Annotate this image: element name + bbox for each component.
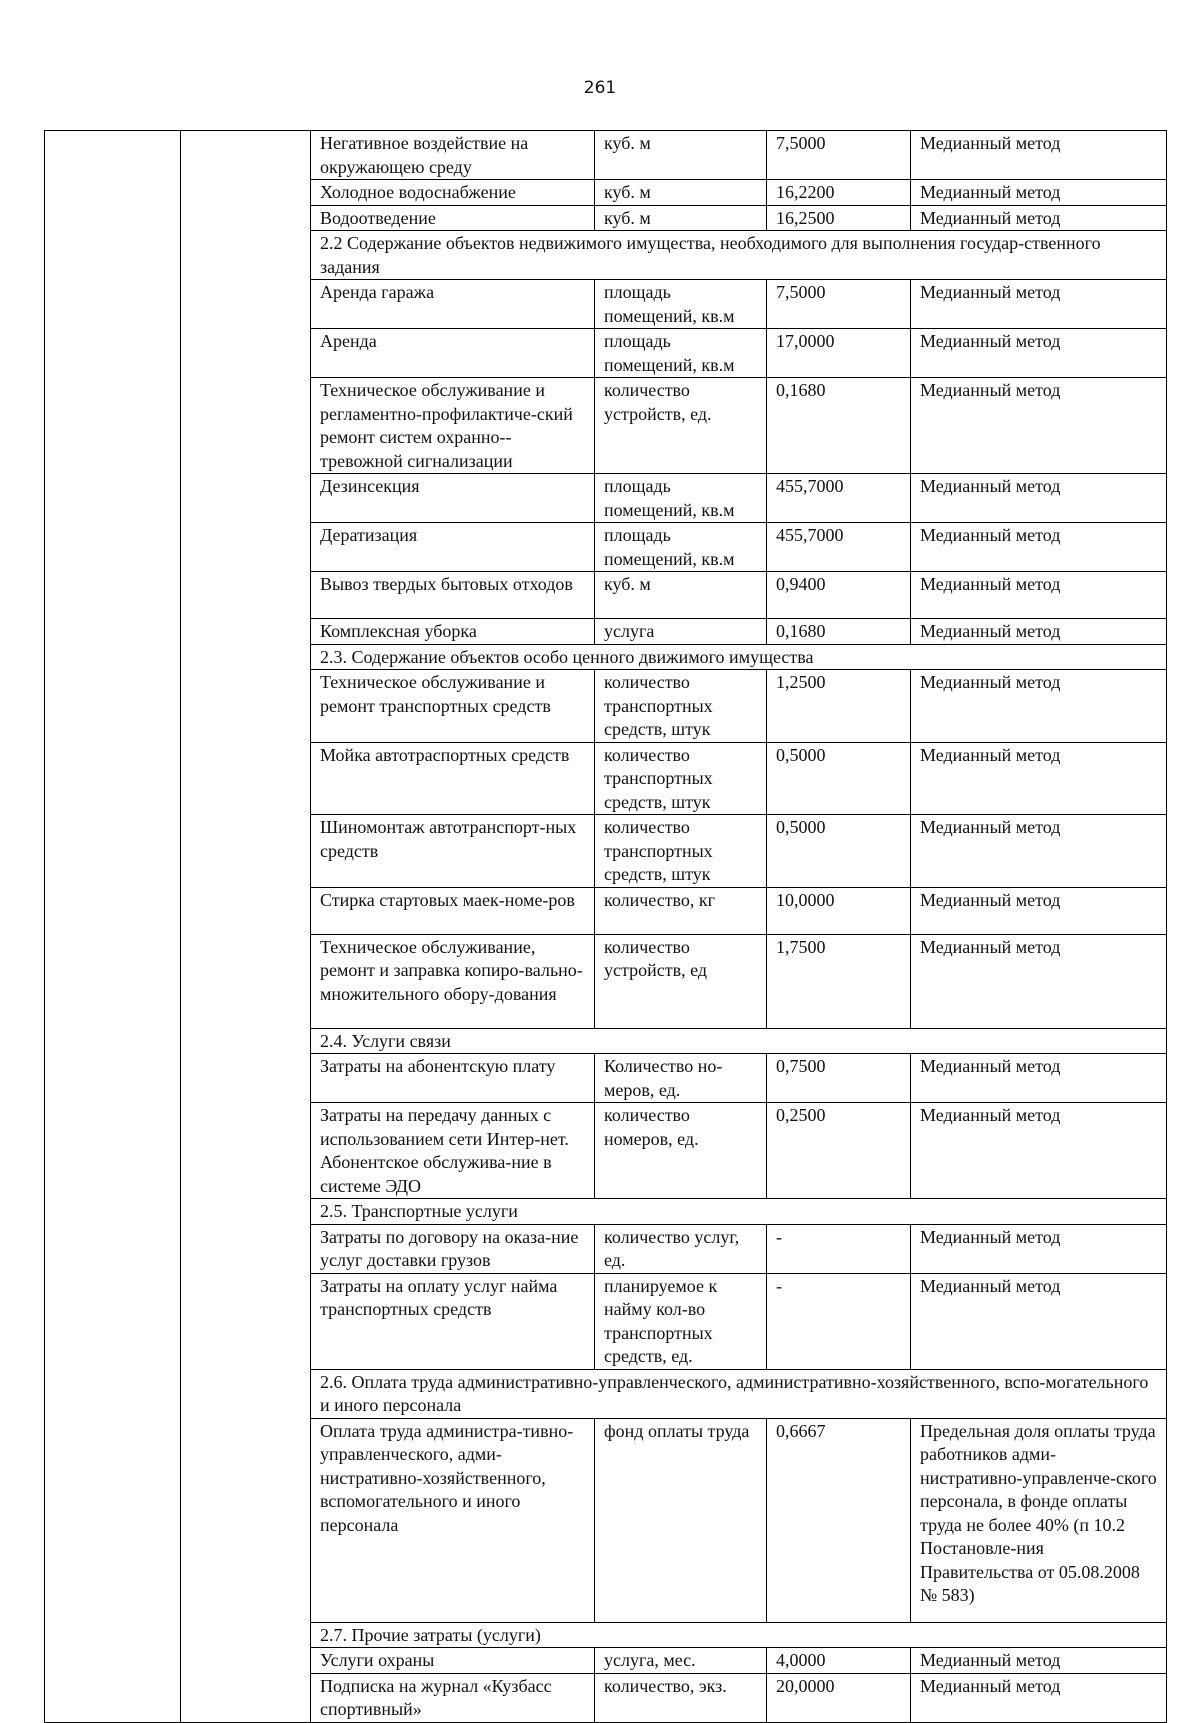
item-name-cell: Водоотведение (311, 205, 595, 231)
unit-cell: куб. м (595, 131, 767, 180)
item-name-cell: Техническое обслуживание, ремонт и заправка копиро-вально-множительного обору-дования (311, 934, 595, 1028)
item-name-cell: Стирка стартовых маек-номе-ров (311, 887, 595, 934)
method-cell: Медианный метод (911, 131, 1167, 180)
item-name-cell: Техническое обслуживание и регламентно-профилактиче-ский ремонт систем охранно--тревожной сигнализации (311, 378, 595, 474)
item-name-cell: Услуги охраны (311, 1648, 595, 1674)
method-cell: Медианный метод (911, 1673, 1167, 1722)
unit-cell: услуга (595, 619, 767, 645)
unit-cell: количество устройств, ед (595, 934, 767, 1028)
method-cell: Медианный метод (911, 670, 1167, 743)
method-cell: Медианный метод (911, 619, 1167, 645)
unit-cell: количество номеров, ед. (595, 1103, 767, 1199)
value-cell: - (767, 1273, 911, 1369)
method-cell: Медианный метод (911, 742, 1167, 815)
item-name-cell: Дератизация (311, 523, 595, 572)
value-cell: 20,0000 (767, 1673, 911, 1722)
method-cell: Медианный метод (911, 1054, 1167, 1103)
section-title: 2.6. Оплата труда административно-управленческого, административно-хозяйственного, вспо-могательного и иного персонала (311, 1369, 1167, 1418)
value-cell: - (767, 1224, 911, 1273)
value-cell: 4,0000 (767, 1648, 911, 1674)
method-cell: Медианный метод (911, 887, 1167, 934)
value-cell: 16,2500 (767, 205, 911, 231)
method-cell: Медианный метод (911, 523, 1167, 572)
item-name-cell: Затраты на оплату услуг найма транспортных средств (311, 1273, 595, 1369)
item-name-cell: Дезинсекция (311, 474, 595, 523)
value-cell: 0,1680 (767, 378, 911, 474)
value-cell: 10,0000 (767, 887, 911, 934)
value-cell: 0,5000 (767, 742, 911, 815)
item-name-cell: Комплексная уборка (311, 619, 595, 645)
method-cell: Медианный метод (911, 1224, 1167, 1273)
unit-cell: услуга, мес. (595, 1648, 767, 1674)
value-cell: 1,7500 (767, 934, 911, 1028)
item-name-cell: Шиномонтаж автотранспорт-ных средств (311, 815, 595, 888)
value-cell: 0,2500 (767, 1103, 911, 1199)
method-cell: Предельная доля оплаты труда работников адми-нистративно-управленче-ского персонала, в фонде оплаты труда не более 40% (п 10.2 Постановле-ния Правительства от 05.08.2008 № 583) (911, 1418, 1167, 1622)
unit-cell: фонд оплаты труда (595, 1418, 767, 1622)
unit-cell: площадь помещений, кв.м (595, 523, 767, 572)
value-cell: 455,7000 (767, 474, 911, 523)
unit-cell: куб. м (595, 572, 767, 619)
unit-cell: количество транспортных средств, штук (595, 742, 767, 815)
item-name-cell: Вывоз твердых бытовых отходов (311, 572, 595, 619)
section-title: 2.3. Содержание объектов особо ценного движимого имущества (311, 644, 1167, 670)
item-name-cell: Холодное водоснабжение (311, 180, 595, 206)
method-cell: Медианный метод (911, 572, 1167, 619)
item-name-cell: Затраты по договору на оказа-ние услуг доставки грузов (311, 1224, 595, 1273)
item-name-cell: Оплата труда администра-тивно-управленческого, адми-нистративно-хозяйственного, вспомогательного и иного персонала (311, 1418, 595, 1622)
unit-cell: количество транспортных средств, штук (595, 815, 767, 888)
blank-column-2 (181, 131, 311, 1723)
unit-cell: количество услуг, ед. (595, 1224, 767, 1273)
value-cell: 1,2500 (767, 670, 911, 743)
method-cell: Медианный метод (911, 329, 1167, 378)
method-cell: Медианный метод (911, 1648, 1167, 1674)
item-name-cell: Аренда (311, 329, 595, 378)
item-name-cell: Затраты на абонентскую плату (311, 1054, 595, 1103)
item-name-cell: Аренда гаража (311, 280, 595, 329)
item-name-cell: Негативное воздействие на окружающею среду (311, 131, 595, 180)
value-cell: 0,7500 (767, 1054, 911, 1103)
item-name-cell: Подписка на журнал «Кузбасс спортивный» (311, 1673, 595, 1722)
section-title: 2.5. Транспортные услуги (311, 1199, 1167, 1225)
section-title: 2.2 Содержание объектов недвижимого имущества, необходимого для выполнения государ-ственного задания (311, 231, 1167, 280)
unit-cell: планируемое к найму кол-во транспортных средств, ед. (595, 1273, 767, 1369)
unit-cell: куб. м (595, 180, 767, 206)
unit-cell: куб. м (595, 205, 767, 231)
unit-cell: количество, экз. (595, 1673, 767, 1722)
unit-cell: количество транспортных средств, штук (595, 670, 767, 743)
blank-column-1 (45, 131, 181, 1723)
section-title: 2.4. Услуги связи (311, 1028, 1167, 1054)
unit-cell: площадь помещений, кв.м (595, 474, 767, 523)
value-cell: 16,2200 (767, 180, 911, 206)
table-row (45, 131, 1167, 180)
method-cell: Медианный метод (911, 378, 1167, 474)
value-cell: 0,6667 (767, 1418, 911, 1622)
method-cell: Медианный метод (911, 474, 1167, 523)
value-cell: 7,5000 (767, 131, 911, 180)
value-cell: 7,5000 (767, 280, 911, 329)
value-cell: 455,7000 (767, 523, 911, 572)
method-cell: Медианный метод (911, 180, 1167, 206)
unit-cell: Количество но-меров, ед. (595, 1054, 767, 1103)
method-cell: Медианный метод (911, 280, 1167, 329)
unit-cell: количество устройств, ед. (595, 378, 767, 474)
page-number: 261 (583, 78, 617, 98)
method-cell: Медианный метод (911, 1103, 1167, 1199)
unit-cell: площадь помещений, кв.м (595, 329, 767, 378)
value-cell: 0,9400 (767, 572, 911, 619)
value-cell: 17,0000 (767, 329, 911, 378)
method-cell: Медианный метод (911, 934, 1167, 1028)
section-title: 2.7. Прочие затраты (услуги) (311, 1622, 1167, 1648)
method-cell: Медианный метод (911, 205, 1167, 231)
table-body (45, 131, 1167, 1723)
item-name-cell: Мойка автотраспортных средств (311, 742, 595, 815)
cost-norms-table (44, 130, 1167, 1723)
method-cell: Медианный метод (911, 1273, 1167, 1369)
value-cell: 0,1680 (767, 619, 911, 645)
item-name-cell: Затраты на передачу данных с использованием сети Интер-нет. Абонентское обслужива-ние в системе ЭДО (311, 1103, 595, 1199)
item-name-cell: Техническое обслуживание и ремонт транспортных средств (311, 670, 595, 743)
value-cell: 0,5000 (767, 815, 911, 888)
unit-cell: площадь помещений, кв.м (595, 280, 767, 329)
method-cell: Медианный метод (911, 815, 1167, 888)
unit-cell: количество, кг (595, 887, 767, 934)
